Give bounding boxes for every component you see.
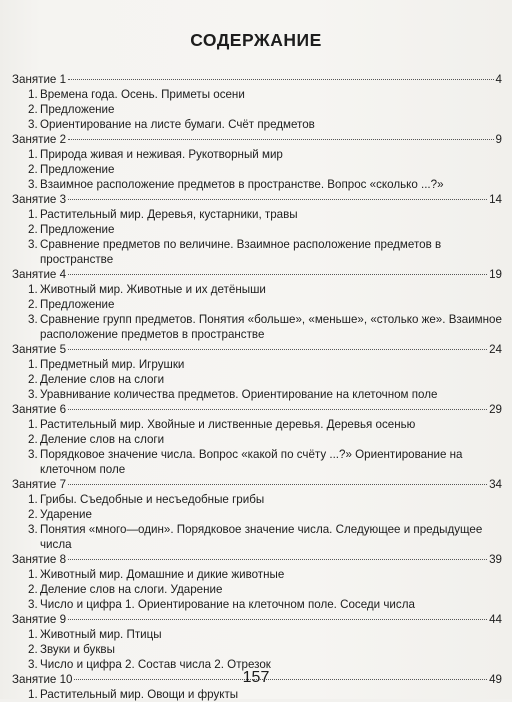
- toc-item: [12, 687, 502, 702]
- toc-item: [12, 222, 502, 237]
- lesson-page-number: 29: [489, 403, 502, 416]
- toc-item: [12, 177, 502, 192]
- toc-lesson-heading: [12, 612, 502, 627]
- toc-item: [12, 357, 502, 372]
- leader-dots: [68, 558, 487, 560]
- item-text: Предметный мир. Игрушки: [40, 358, 185, 371]
- toc-item: [12, 102, 502, 117]
- leader-dots: [68, 618, 487, 620]
- toc-item: [12, 492, 502, 507]
- item-text: Сравнение предметов по величине. Взаимное расположение предметов в пространстве: [40, 238, 442, 266]
- item-text: Времена года. Осень. Приметы осени: [40, 88, 245, 101]
- item-number: 3.: [28, 178, 38, 191]
- toc-item: [12, 507, 502, 522]
- item-text: Число и цифра 1. Ориентирование на клеточном поле. Соседи числа: [40, 598, 415, 611]
- lesson-title: Занятие 10: [12, 673, 73, 686]
- item-number: 3.: [28, 658, 38, 671]
- item-number: 2.: [28, 508, 38, 521]
- item-text: Грибы. Съедобные и несъедобные грибы: [40, 493, 265, 506]
- item-number: 1.: [28, 688, 38, 701]
- item-number: 1.: [28, 283, 38, 296]
- item-text: Растительный мир. Овощи и фрукты: [40, 688, 239, 701]
- lesson-page-number: 24: [489, 343, 502, 356]
- lesson-title: Занятие 8: [12, 553, 67, 566]
- item-number: 3.: [28, 388, 38, 401]
- lesson-title: Занятие 6: [12, 403, 67, 416]
- item-number: 3.: [28, 523, 38, 536]
- leader-dots: [68, 273, 487, 275]
- lesson-page-number: 44: [489, 613, 502, 626]
- item-text: Ударение: [40, 508, 92, 521]
- item-number: 2.: [28, 163, 38, 176]
- item-number: 2.: [28, 373, 38, 386]
- lesson-page-number: 9: [495, 133, 502, 146]
- page-title: СОДЕРЖАНИЕ: [190, 30, 322, 50]
- toc-item: [12, 237, 502, 267]
- toc-item: [12, 117, 502, 132]
- item-text: Предложение: [40, 103, 115, 116]
- toc-lesson-heading: [12, 342, 502, 357]
- toc-item: [12, 432, 502, 447]
- toc-lesson-heading: [12, 552, 502, 567]
- toc-item: [12, 147, 502, 162]
- toc-lesson-heading: [12, 267, 502, 282]
- item-number: 1.: [28, 418, 38, 431]
- item-number: 1.: [28, 148, 38, 161]
- toc-item: [12, 627, 502, 642]
- item-text: Животный мир. Животные и их детёныши: [40, 283, 266, 296]
- toc-item: [12, 87, 502, 102]
- item-text: Взаимное расположение предметов в пространстве. Вопрос «сколько ...?»: [40, 178, 444, 191]
- lesson-title: Занятие 3: [12, 193, 67, 206]
- leader-dots: [68, 348, 487, 350]
- lesson-page-number: 19: [489, 268, 502, 281]
- item-number: 1.: [28, 88, 38, 101]
- item-text: Уравнивание количества предметов. Ориентирование на клеточном поле: [40, 388, 438, 401]
- toc-lesson-heading: [12, 132, 502, 147]
- item-text: Деление слов на слоги: [40, 433, 165, 446]
- item-text: Растительный мир. Хвойные и лиственные деревья. Деревья осенью: [40, 418, 416, 431]
- item-number: 2.: [28, 583, 38, 596]
- lesson-title: Занятие 1: [12, 73, 67, 86]
- leader-dots: [68, 138, 494, 140]
- item-text: Животный мир. Птицы: [40, 628, 162, 641]
- toc-item: [12, 282, 502, 297]
- toc-item: [12, 522, 502, 552]
- item-text: Деление слов на слоги: [40, 373, 165, 386]
- leader-dots: [68, 408, 487, 410]
- toc-lesson-heading: [12, 402, 502, 417]
- lesson-title: Занятие 4: [12, 268, 67, 281]
- lesson-page-number: 14: [489, 193, 502, 206]
- page-number: 157: [242, 669, 270, 686]
- lesson-page-number: 39: [489, 553, 502, 566]
- item-number: 2.: [28, 433, 38, 446]
- toc-lesson-heading: [12, 477, 502, 492]
- item-number: 1.: [28, 208, 38, 221]
- toc-item: [12, 372, 502, 387]
- lesson-title: Занятие 9: [12, 613, 67, 626]
- lesson-title: Занятие 7: [12, 478, 67, 491]
- leader-dots: [68, 78, 494, 80]
- toc-lesson-heading: [12, 192, 502, 207]
- toc-item: [12, 417, 502, 432]
- toc-item: [12, 162, 502, 177]
- item-text: Сравнение групп предметов. Понятия «больше», «меньше», «столько же». Взаимное расположение предметов в пространстве: [40, 313, 502, 341]
- lesson-page-number: 4: [495, 73, 502, 86]
- item-text: Природа живая и неживая. Рукотворный мир: [40, 148, 283, 161]
- toc-item: [12, 312, 502, 342]
- item-number: 3.: [28, 313, 38, 326]
- item-text: Число и цифра 2. Состав числа 2. Отрезок: [40, 658, 271, 671]
- item-text: Деление слов на слоги. Ударение: [40, 583, 223, 596]
- item-number: 1.: [28, 493, 38, 506]
- item-text: Звуки и буквы: [40, 643, 115, 656]
- item-number: 1.: [28, 358, 38, 371]
- toc-item: [12, 567, 502, 582]
- toc-item: [12, 387, 502, 402]
- table-of-contents: [12, 72, 502, 702]
- lesson-title: Занятие 2: [12, 133, 67, 146]
- item-text: Животный мир. Домашние и дикие животные: [40, 568, 285, 581]
- item-text: Понятия «много—один». Порядковое значение числа. Следующее и предыдущее числа: [40, 523, 483, 551]
- toc-item: [12, 642, 502, 657]
- item-number: 1.: [28, 568, 38, 581]
- item-number: 3.: [28, 598, 38, 611]
- item-text: Предложение: [40, 298, 115, 311]
- item-text: Растительный мир. Деревья, кустарники, травы: [40, 208, 298, 221]
- item-number: 2.: [28, 223, 38, 236]
- item-text: Предложение: [40, 223, 115, 236]
- toc-item: [12, 582, 502, 597]
- toc-item: [12, 207, 502, 222]
- item-number: 1.: [28, 628, 38, 641]
- item-number: 2.: [28, 298, 38, 311]
- item-number: 2.: [28, 103, 38, 116]
- lesson-title: Занятие 5: [12, 343, 67, 356]
- item-text: Ориентирование на листе бумаги. Счёт предметов: [40, 118, 315, 131]
- lesson-page-number: 49: [489, 673, 502, 686]
- lesson-page-number: 34: [489, 478, 502, 491]
- item-text: Предложение: [40, 163, 115, 176]
- toc-item: [12, 447, 502, 477]
- item-number: 3.: [28, 118, 38, 131]
- leader-dots: [68, 483, 487, 485]
- item-number: 3.: [28, 238, 38, 251]
- toc-item: [12, 297, 502, 312]
- leader-dots: [68, 198, 487, 200]
- item-number: 3.: [28, 448, 38, 461]
- item-text: Порядковое значение числа. Вопрос «какой по счёту ...?» Ориентирование на клеточном поле: [40, 448, 463, 476]
- toc-lesson-heading: [12, 72, 502, 87]
- toc-item: [12, 597, 502, 612]
- item-number: 2.: [28, 643, 38, 656]
